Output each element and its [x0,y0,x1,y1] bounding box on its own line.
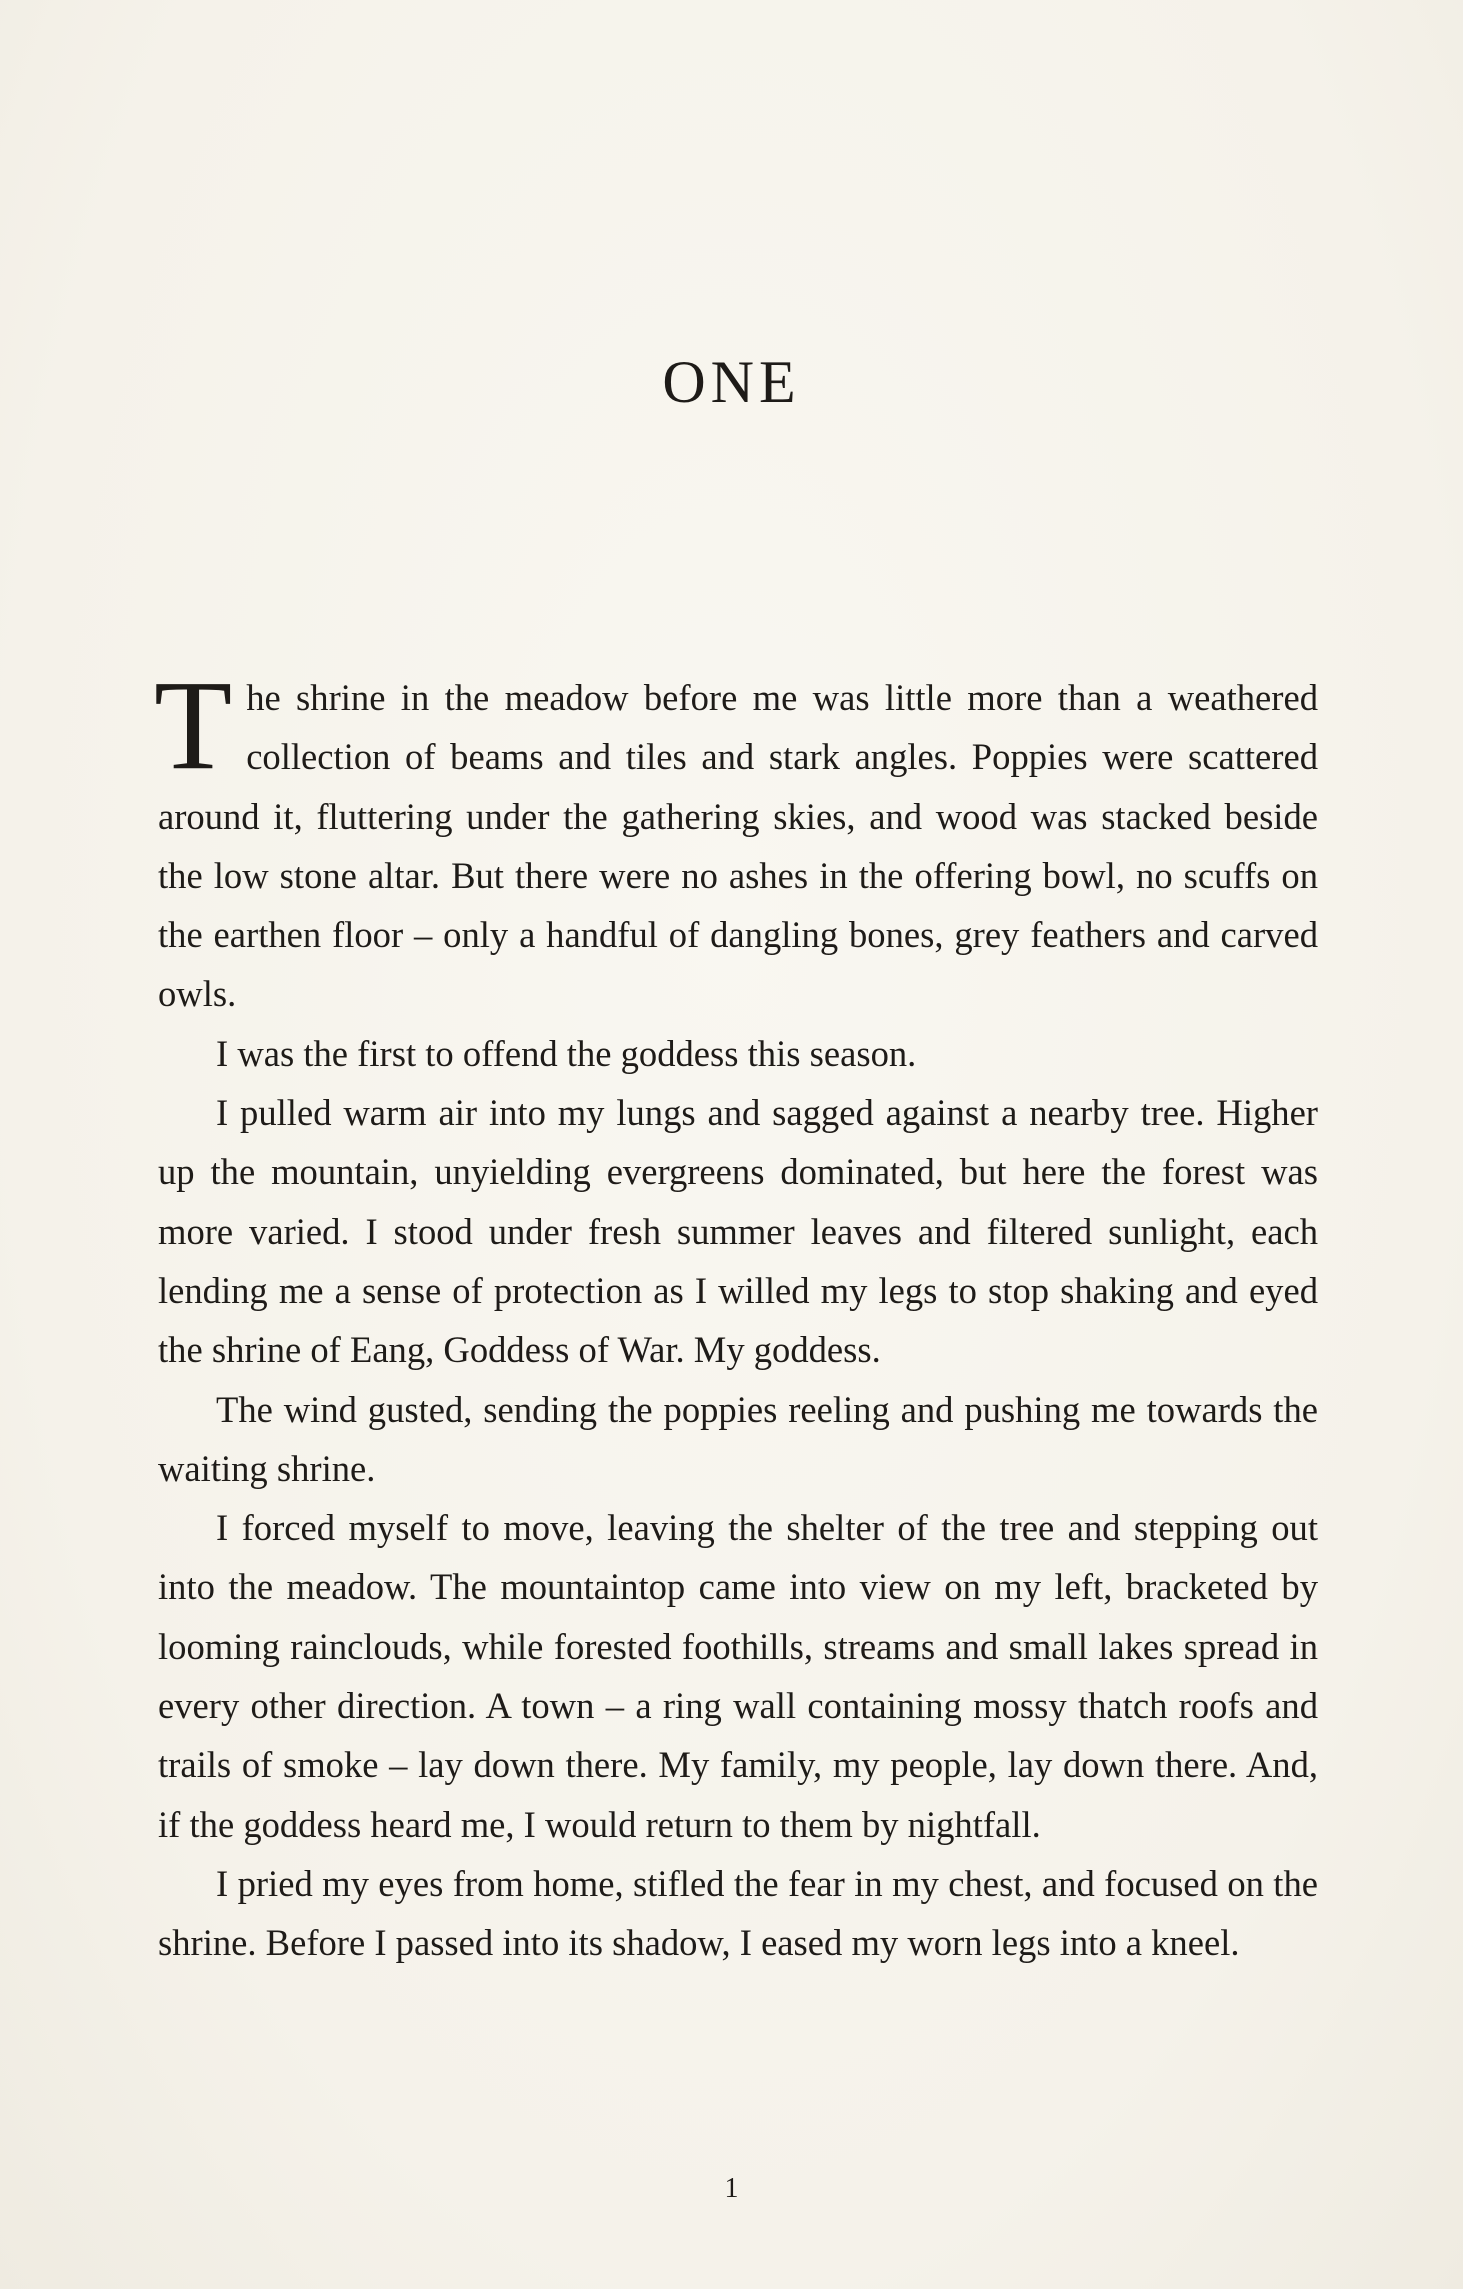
paragraph-3: I pulled warm air into my lungs and sagged against a nearby tree. Higher up the mountain, unyielding evergreens dominated, but here the forest was more varied. I stood under fresh summer leaves and filtered sunlight, each lending me a sense of protection as I willed my legs to stop shaking and eyed the shrine of Eang, Goddess of War. My goddess. [158,1092,1318,1371]
chapter-title: ONE [662,349,801,415]
paragraph-1 [154,654,1318,1024]
paragraph-2: I was the first to offend the goddess this season. [216,1032,917,1074]
paragraph-5: I forced myself to move, leaving the shelter of the tree and stepping out into the meadow. The mountaintop came into view on my left, bracketed by looming rainclouds, while forested foothills, streams and small lakes spread in every other direction. A town – a ring wall containing mossy thatch roofs and trails of smoke – lay down there. My family, my people, lay down there. And, if the goddess heard me, I would return to them by nightfall. [158,1507,1318,1845]
drop-cap: T [154,654,233,796]
paragraph-4: The wind gusted, sending the poppies reeling and pushing me towards the waiting shrine. [158,1388,1318,1489]
paragraph-1-text: he shrine in the meadow before me was little more than a weathered collection of beams and tiles and stark angles. Poppies were scattered around it, fluttering under the gathering skies, and wood was stacked beside the low stone altar. But there were no ashes in the offering bowl, no scuffs on the earthen floor – only a handful of dangling bones, grey feathers and carved owls. [158,677,1318,1015]
page-number: 1 [724,2173,739,2204]
chapter-body [154,654,1318,1973]
paragraph-6: I pried my eyes from home, stifled the fear in my chest, and focused on the shrine. Before I passed into its shadow, I eased my worn legs into a kneel. [158,1862,1318,1964]
